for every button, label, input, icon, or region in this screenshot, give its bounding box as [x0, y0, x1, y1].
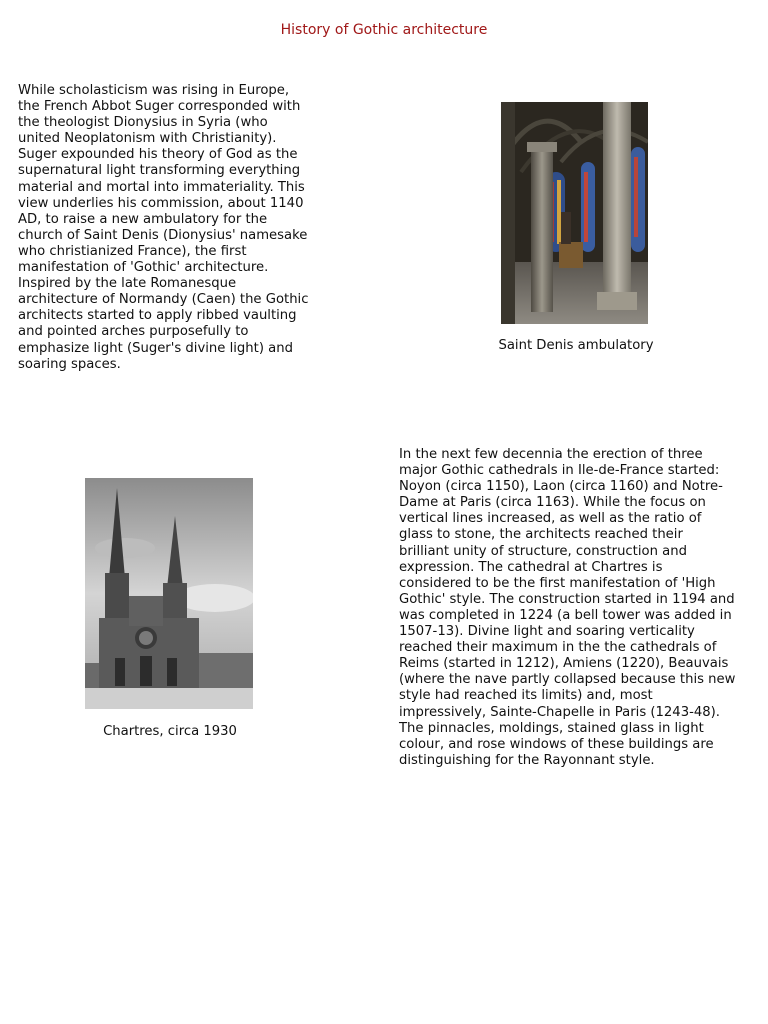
intro-paragraph: While scholasticism was rising in Europe, the French Abbot Suger corresponded with the theologist Dionysius in Syria (who united Neoplatonism with Christianity). Suger expounded his theory of God as the supernatural light transforming everything material and mortal into immateriality. This view underlies his commission, about 1140 AD, to raise a new ambulatory for the church of Saint Denis (Dionysius' namesake who christianized France), the first manifestation of 'Gothic' architecture. Inspired by the late Romanesque architecture of Normandy (Caen) the Gothic architects started to apply ribbed vaulting and pointed arches purposefully to emphasize light (Suger's divine light) and soaring spaces.	[18, 83, 309, 372]
chartres-cathedral-photo	[85, 478, 253, 709]
chartres-caption: Chartres, circa 1930	[103, 724, 237, 739]
saint-denis-caption: Saint Denis ambulatory	[498, 338, 654, 353]
saint-denis-ambulatory-photo	[501, 102, 648, 324]
cathedrals-paragraph: In the next few decennia the erection of three major Gothic cathedrals in Ile-de-France started: Noyon (circa 1150), Laon (circa 1160) and Notre- Dame at Paris (circa 1163). While the focus on vertical lines increased, as well as the ratio of glass to stone, the architects reached their brilliant unity of structure, construction and expression. The cathedral at Chartres is considered to be the first manifestation of 'High Gothic' style. The construction started in 1194 and was completed in 1224 (a bell tower was added in 1507-13). Divine light and soaring verticality reached their maximum in the the cathedrals of Reims (started in 1212), Amiens (1220), Beauvais (where the nave partly collapsed because this new style had reached its limits) and, most impressively, Sainte-Chapelle in Paris (1243-48). The pinnacles, moldings, stained glass in light colour, and rose windows of these buildings are distinguishing for the Rayonnant style.	[399, 447, 736, 768]
page-title: History of Gothic architecture	[280, 22, 488, 38]
